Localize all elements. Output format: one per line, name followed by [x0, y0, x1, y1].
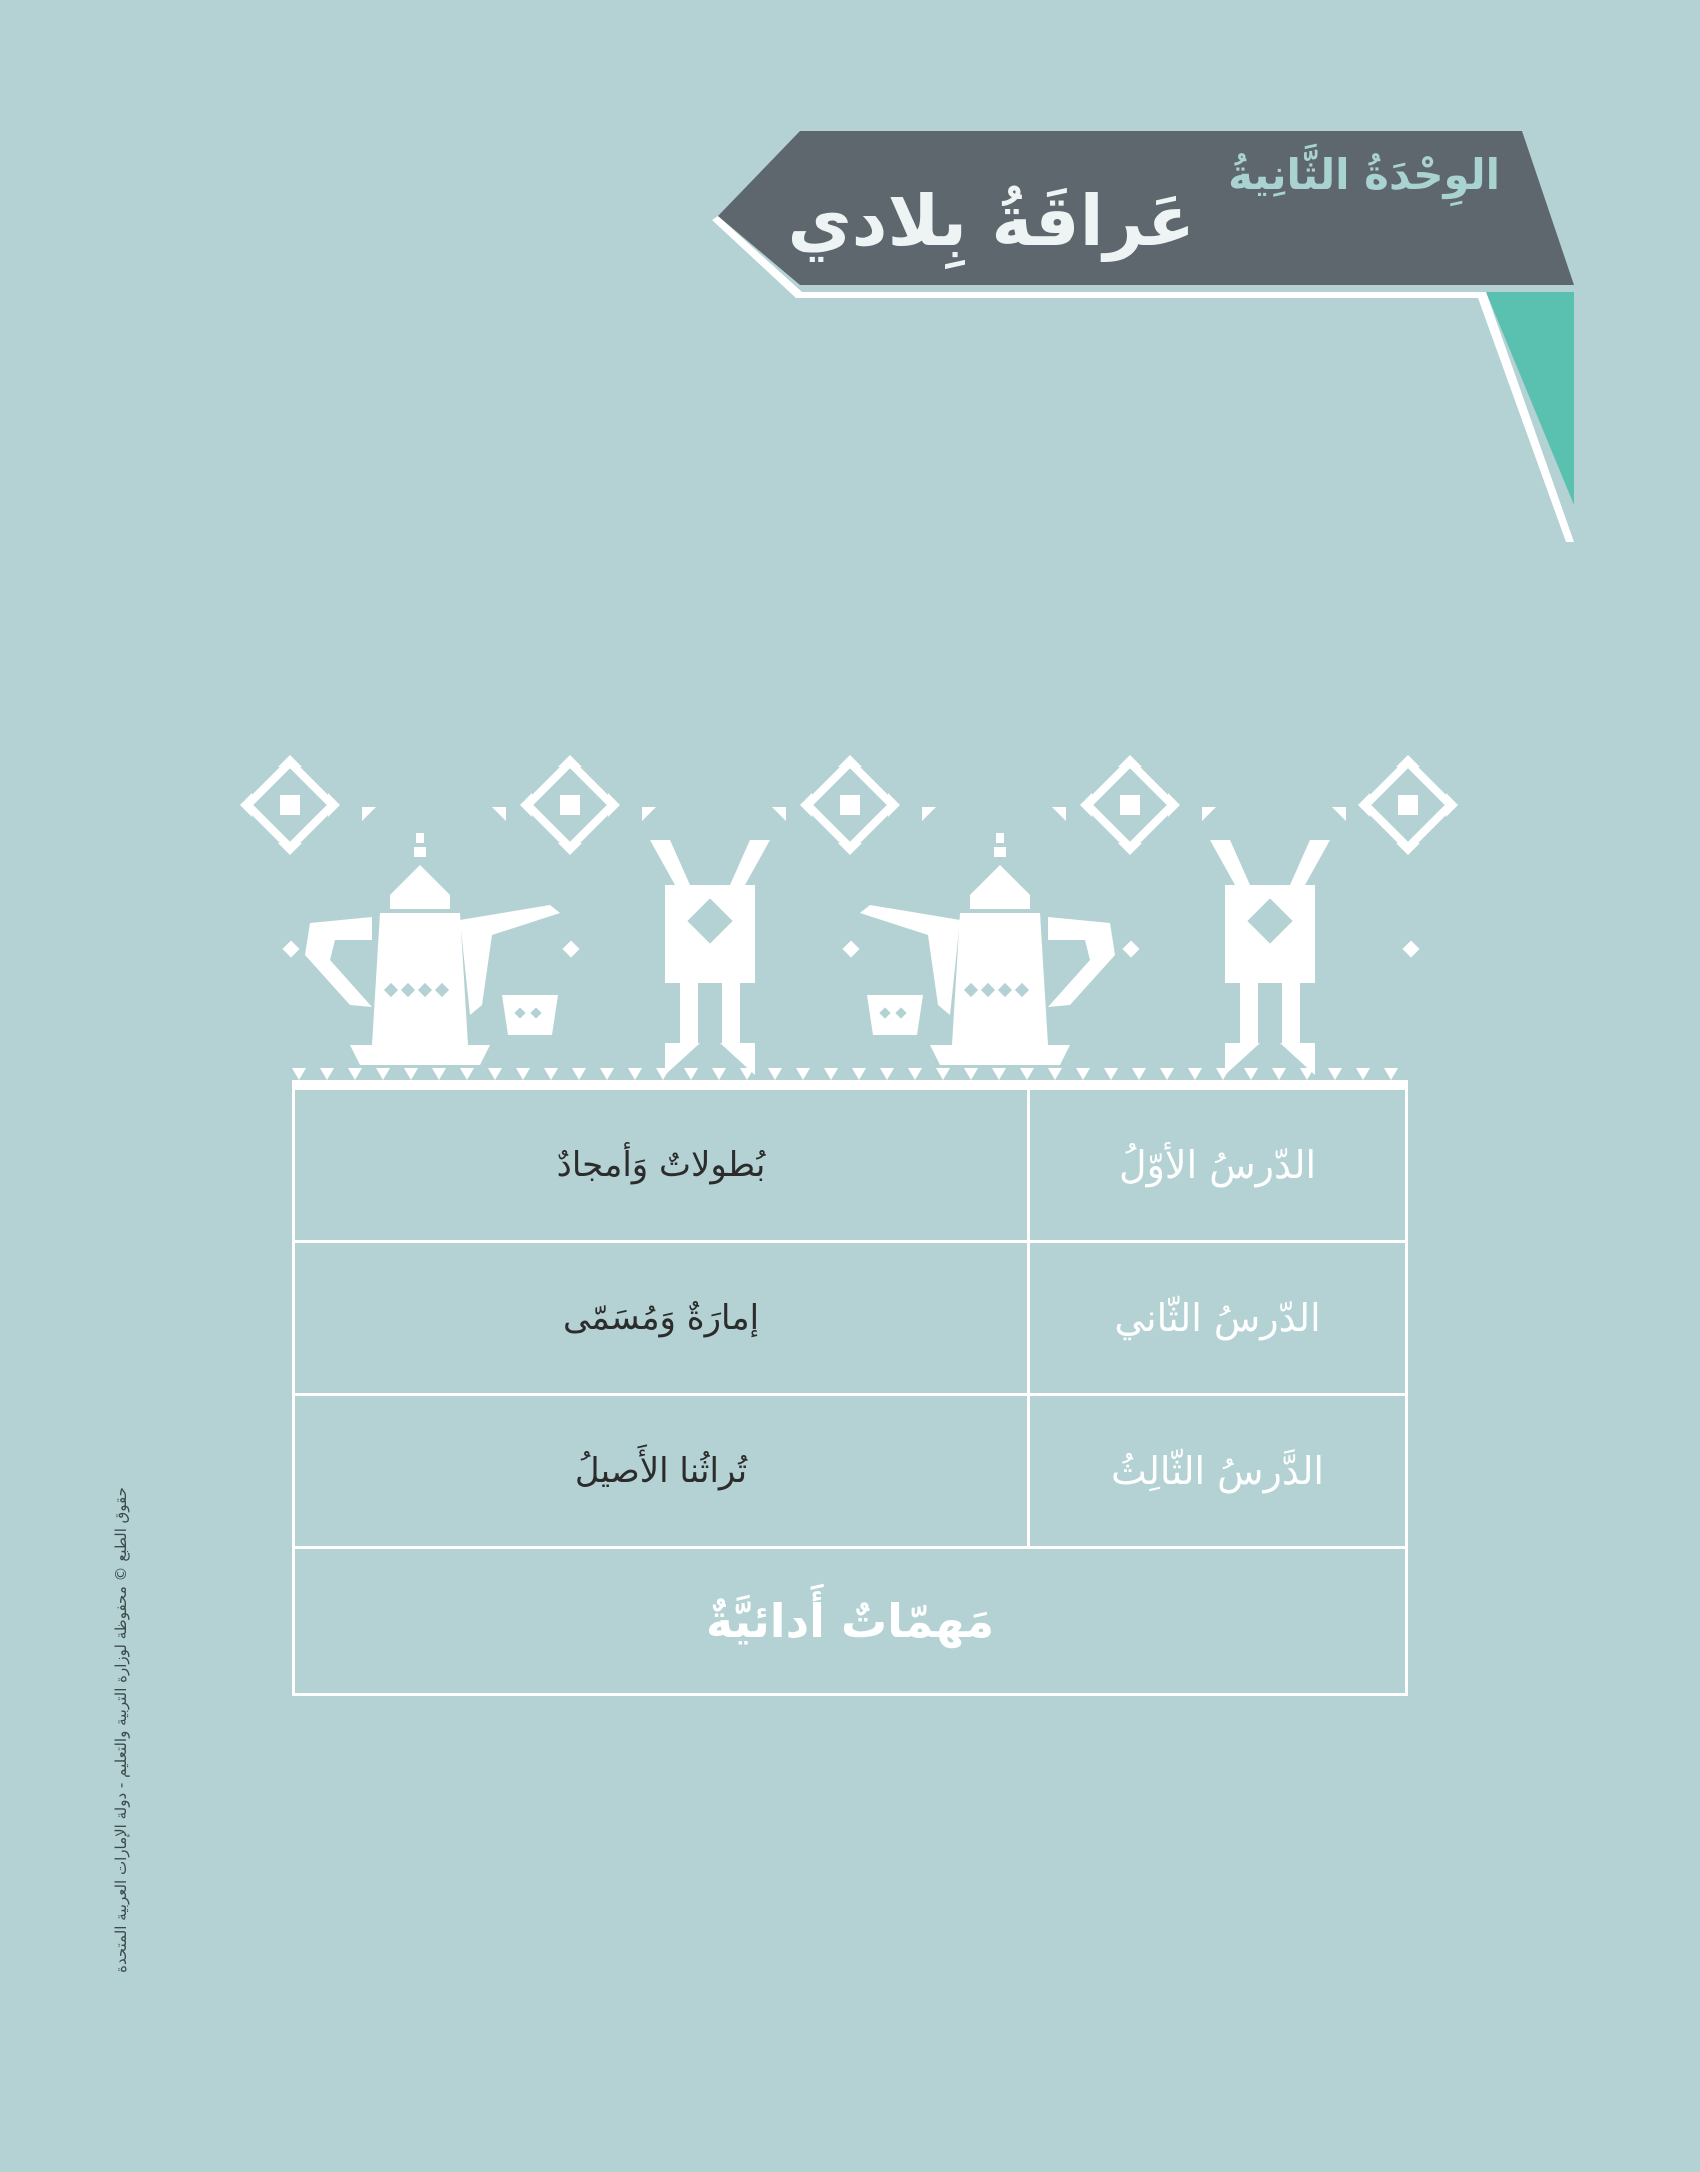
lesson-title: بُطولاتٌ وَأمجادٌ [556, 1145, 766, 1185]
lesson-row[interactable] [295, 1396, 1405, 1549]
star-diamond-ornament-icon [1080, 755, 1180, 855]
unit-title: عَراقَةُ بِلادي [787, 180, 1195, 262]
lesson-title: إمارَةٌ وَمُسَمّى [563, 1298, 760, 1338]
lesson-row[interactable] [295, 1090, 1405, 1243]
incense-burner-icon [1210, 840, 1330, 1075]
lesson-number: الدّرسُ الثّاني [1027, 1243, 1405, 1393]
lesson-number: الدَّرسُ الثّالِثُ [1027, 1396, 1405, 1546]
coffee-cup-icon [867, 995, 923, 1035]
heritage-ornament [230, 745, 1470, 1075]
coffee-cup-icon [502, 995, 558, 1035]
lesson-number: الدّرسُ الأوّلُ [1027, 1090, 1405, 1240]
lessons-table [292, 1087, 1408, 1696]
star-diamond-ornament-icon [800, 755, 900, 855]
lesson-title: تُراثُنا الأَصيلُ [574, 1451, 748, 1491]
incense-burner-icon [650, 840, 770, 1075]
performance-tasks-row[interactable]: مَهمّاتٌ أَدائيَّةٌ [705, 1594, 995, 1648]
lesson-row[interactable] [295, 1243, 1405, 1396]
copyright-note: حقوق الطبع © محفوظة لوزارة التربية والتعليم - دولة الإمارات العربية المتحدة [112, 1487, 130, 1973]
star-diamond-ornament-icon [1358, 755, 1458, 855]
banner-shape [0, 0, 1700, 560]
star-diamond-ornament-icon [520, 755, 620, 855]
unit-banner [0, 0, 1700, 560]
unit-label: الوِحْدَةُ الثَّانِيةُ [1228, 150, 1500, 199]
star-diamond-ornament-icon [240, 755, 340, 855]
